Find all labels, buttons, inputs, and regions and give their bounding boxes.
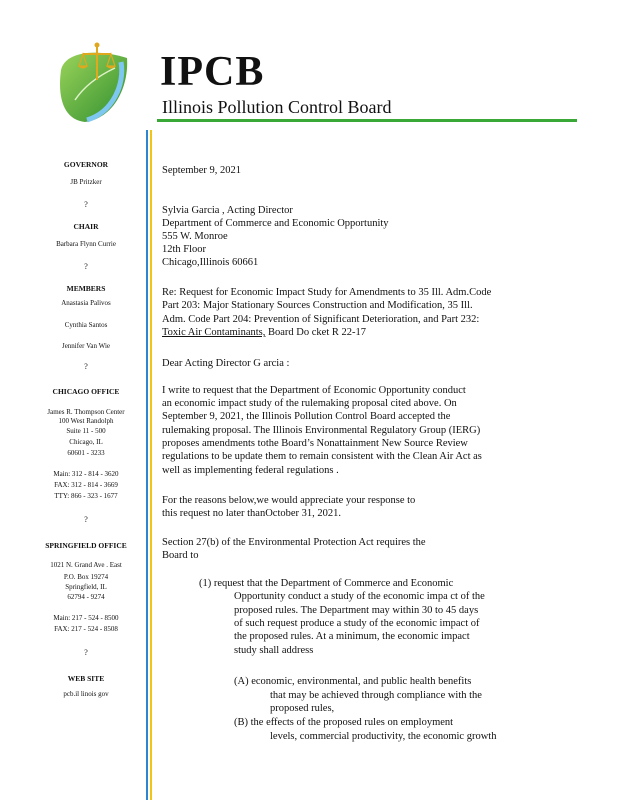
springfield-phone: Main: 217 - 524 - 8500 [53,614,119,622]
list-item-line: the proposed rules. At a minimum, the economic impact [234,631,470,642]
chicago-fax: FAX: 312 - 814 - 3669 [54,481,118,489]
paragraph-line: well as implementing federal regulations . [162,465,339,476]
paragraph-line: regulations to be update them to remain consistent with the Clean Air Act as [162,451,482,462]
website-link[interactable]: pcb.il linois gov [63,690,109,698]
chicago-address-line: Suite 11 - 500 [66,427,106,435]
paragraph-line: proposes amendments tothe Board’s Nonattainment New Source Review [162,438,468,449]
list-item-line: proposed rules. The Department may within 30 to 45 days [234,605,479,616]
sub-item-line: levels, commercial productivity, the economic growth [270,731,497,742]
separator: ? [84,648,88,657]
letter-date: September 9, 2021 [162,165,242,176]
paragraph-line: Section 27(b) of the Environmental Protection Act requires the [162,537,426,548]
springfield-address-line: P.O. Box 19274 [63,573,109,581]
address-line: Chicago,Illinois 60661 [162,257,259,268]
sub-item-line: that may be achieved through compliance with the [270,690,482,701]
brand-title: IPCB [160,49,265,95]
chicago-address-line: 100 West Randolph [58,417,114,425]
sub-item-line: proposed rules, [270,703,335,714]
chair-heading: CHAIR [73,222,99,231]
re-line: Adm. Code Part 204: Prevention of Significant Deterioration, and Part 232: [162,314,480,325]
separator: ? [84,200,88,209]
members-heading: MEMBERS [66,284,106,293]
chair-name: Barbara Flynn Currie [56,240,116,248]
member-name: Cynthia Santos [64,321,108,329]
separator: ? [84,262,88,271]
springfield-address-line: 62794 - 9274 [67,593,105,601]
list-item-line: of such request produce a study of the economic impact of [234,618,480,629]
list-item-line: Opportunity conduct a study of the economic impa ct of the [234,591,485,602]
separator: ? [84,515,88,524]
address-line: Department of Commerce and Economic Opportunity [162,218,389,229]
website-heading: WEB SITE [67,674,105,683]
separator: ? [84,362,88,371]
list-item-line: study shall address [234,645,314,656]
chicago-address-line: Chicago, IL [69,438,103,446]
paragraph-line: this request no later thanOctober 31, 2021. [162,508,342,519]
leaf-scales-logo-icon [55,40,135,125]
address-line: 12th Floor [162,244,207,255]
paragraph-line: For the reasons below,we would appreciate your response to [162,495,416,506]
governor-heading: GOVERNOR [63,160,109,169]
sub-item-line: (B) the effects of the proposed rules on employment [234,717,454,728]
chicago-address-line: 60601 - 3233 [67,449,105,457]
list-item-line: (1) request that the Department of Commerce and Economic [199,578,454,589]
chicago-tty: TTY: 866 - 323 - 1677 [54,492,118,500]
member-name: Jennifer Van Wie [61,342,111,350]
address-line: 555 W. Monroe [162,231,228,242]
address-line: Sylvia Garcia , Acting Director [162,205,293,216]
springfield-fax: FAX: 217 - 524 - 8508 [54,625,118,633]
brand-subtitle: Illinois Pollution Control Board [162,97,392,117]
vertical-divider-yellow [150,130,152,800]
governor-name: JB Pritzker [70,178,102,186]
paragraph-line: Board to [162,550,199,561]
re-line [162,327,366,339]
paragraph-line: rulemaking proposal. The Illinois Environmental Regulatory Group (IERG) [162,425,481,436]
vertical-divider-blue [146,130,148,800]
paragraph-line: I write to request that the Department of Economic Opportunity conduct [162,385,466,396]
re-docket-text: Board Do cket R 22-17 [265,327,366,338]
paragraph-line: an economic impact study of the rulemaking proposal cited above. On [162,398,457,409]
re-line: Re: Request for Economic Impact Study for Amendments to 35 Ill. Adm.Code [162,287,492,298]
springfield-address-line: 1021 N. Grand Ave . East [50,561,122,569]
springfield-office-heading: SPRINGFIELD OFFICE [45,541,127,550]
re-underlined-text: Toxic Air Contaminants, [162,327,266,338]
re-line: Part 203: Major Stationary Sources Construction and Modification, 35 Ill. [162,300,473,311]
salutation: Dear Acting Director G arcia : [162,358,290,369]
paragraph-line: September 9, 2021, the Illinois Pollution Control Board accepted the [162,411,451,422]
sub-item-line: (A) economic, environmental, and public health benefits [234,676,472,687]
member-name: Anastasia Palivos [61,299,111,307]
chicago-office-heading: CHICAGO OFFICE [52,387,120,396]
springfield-address-line: Springfield, IL [65,583,107,591]
header-divider [157,119,577,122]
chicago-address-line: James R. Thompson Center [47,408,125,416]
chicago-phone: Main: 312 - 814 - 3620 [53,470,119,478]
